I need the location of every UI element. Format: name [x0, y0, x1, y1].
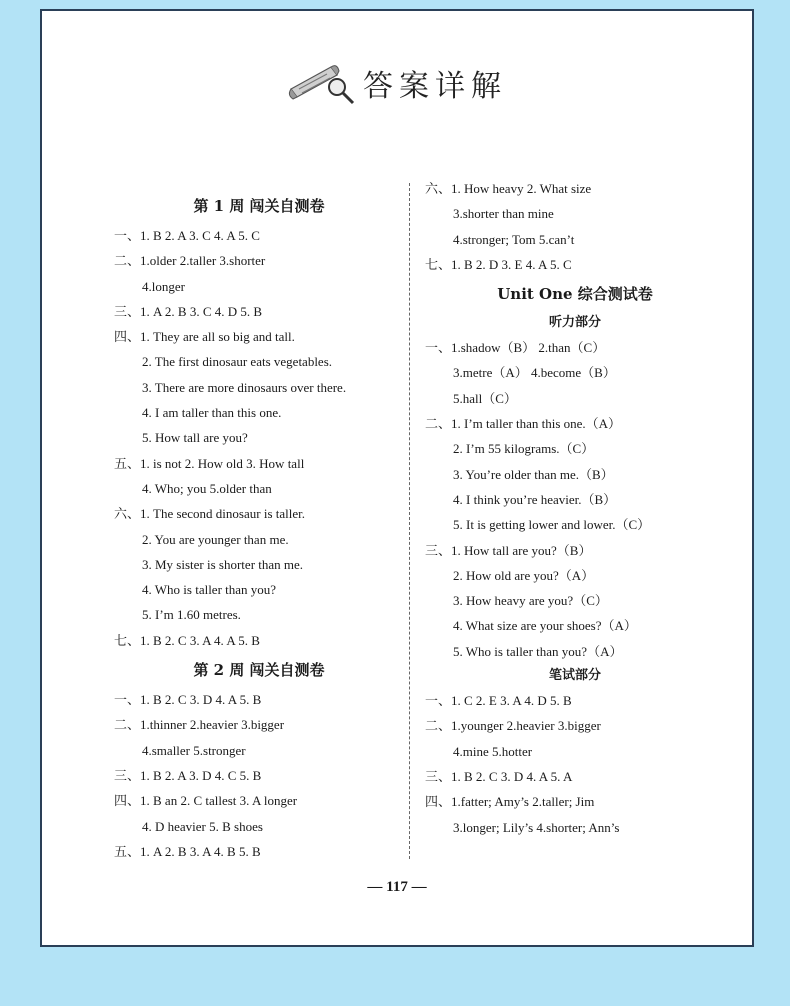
answer-line: 四、1. B an 2. C tallest 3. A longer: [114, 793, 298, 809]
answer-line: 4. Who is taller than you?: [142, 582, 277, 598]
answer-line: 2. The first dinosaur eats vegetables.: [142, 354, 333, 370]
answer-line: 3. My sister is shorter than me.: [142, 556, 304, 572]
answer-line: 七、1. B 2. D 3. E 4. A 5. C: [425, 256, 572, 272]
answer-line: 2. How old are you?（A）: [453, 567, 595, 583]
answer-line: 4. I am taller than this one.: [142, 405, 282, 421]
answer-line: 5. I’m 1.60 metres.: [142, 607, 241, 623]
unit-one-title: Unit One 综合测试卷: [497, 285, 653, 304]
week1-title: 第 1 周 闯关自测卷: [193, 197, 325, 215]
answer-line: 3. You’re older than me.（B）: [453, 466, 614, 482]
answer-line: 3.longer; Lily’s 4.shorter; Ann’s: [453, 819, 620, 835]
answer-line: 七、1. B 2. C 3. A 4. A 5. B: [114, 632, 260, 648]
answer-line: 3. There are more dinosaurs over there.: [142, 379, 347, 395]
answer-line: 4.longer: [142, 278, 185, 294]
answer-line: 三、1. B 2. A 3. D 4. C 5. B: [114, 767, 262, 783]
answer-line: 4. Who; you 5.older than: [142, 480, 272, 496]
answer-line: 一、1. B 2. C 3. D 4. A 5. B: [114, 692, 262, 708]
answer-line: 5.hall（C）: [453, 390, 517, 406]
answer-line: 4.mine 5.hotter: [453, 743, 533, 759]
answer-line: 5. How tall are you?: [142, 430, 248, 446]
writing-section-title: 笔试部分: [548, 668, 601, 684]
answer-line: 六、1. The second dinosaur is taller.: [114, 506, 305, 522]
answer-line: 一、1.shadow（B） 2.than（C）: [425, 340, 606, 356]
answer-line: 二、1.thinner 2.heavier 3.bigger: [114, 717, 285, 733]
page-number: — 117 —: [367, 879, 427, 895]
answer-line: 二、1.older 2.taller 3.shorter: [114, 253, 266, 269]
answer-line: 三、1. How tall are you?（B）: [425, 542, 592, 558]
answer-line: 4.stronger; Tom 5.can’t: [453, 231, 575, 247]
answer-line: 4. What size are your shoes?（A）: [453, 618, 637, 634]
answer-line: 四、1.fatter; Amy’s 2.taller; Jim: [425, 794, 595, 810]
answer-line: 五、1. is not 2. How old 3. How tall: [114, 455, 305, 471]
page-header: [42, 59, 752, 107]
answer-line: 三、1. B 2. C 3. D 4. A 5. A: [425, 768, 573, 784]
column-divider: [409, 183, 410, 859]
answer-line: 4. I think you’re heavier.（B）: [453, 491, 617, 507]
answer-line: 五、1. A 2. B 3. A 4. B 5. B: [114, 843, 261, 859]
answer-line: 2. I’m 55 kilograms.（C）: [453, 441, 595, 457]
answer-line: 一、1. B 2. A 3. C 4. A 5. C: [114, 228, 260, 243]
answer-line: 3. How heavy are you?（C）: [453, 593, 608, 609]
answer-line: 2. You are younger than me.: [142, 531, 289, 547]
answer-line: 5. Who is taller than you?（A）: [453, 643, 623, 659]
answer-line: 六、1. How heavy 2. What size: [425, 181, 592, 196]
answer-line: 四、1. They are all so big and tall.: [114, 329, 295, 345]
answer-line: 二、1. I’m taller than this one.（A）: [425, 416, 622, 432]
answer-page: [40, 9, 754, 947]
answer-line: 二、1.younger 2.heavier 3.bigger: [425, 718, 601, 734]
answer-line: 3.metre（A） 4.become（B）: [453, 365, 616, 381]
week2-title: 第 2 周 闯关自测卷: [193, 661, 325, 680]
page-title: 答案详解: [363, 69, 507, 104]
answer-line: 4.smaller 5.stronger: [142, 742, 246, 758]
answer-line: 5. It is getting lower and lower.（C）: [453, 517, 651, 533]
scroll-magnifier-icon: [287, 59, 357, 107]
answer-line: 三、1. A 2. B 3. C 4. D 5. B: [114, 303, 263, 319]
answer-line: 一、1. C 2. E 3. A 4. D 5. B: [425, 693, 572, 709]
right-column: [425, 176, 725, 840]
answer-line: 4. D heavier 5. B shoes: [142, 818, 263, 834]
listening-section-title: 听力部分: [548, 315, 601, 331]
answer-line: 3.shorter than mine: [453, 206, 554, 222]
left-column: [114, 176, 404, 864]
